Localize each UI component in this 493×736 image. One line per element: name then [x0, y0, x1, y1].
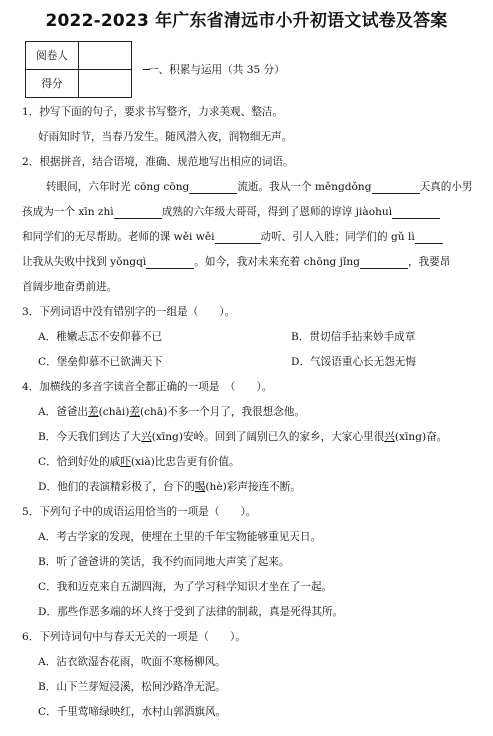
section1-heading: 一、积累与运用（共 35 分） — [148, 64, 285, 76]
q2-text: 流逝。我从一个 měngdǒng — [237, 181, 372, 193]
reviewer-cell — [79, 42, 132, 70]
q3-option-b: B．贯切信手拈来妙手成章 — [291, 331, 416, 343]
q2-line3 — [22, 229, 443, 244]
q5-option-d: D．那些作恶多端的坏人终于受到了法律的制裁，真是死得其所。 — [38, 606, 344, 618]
score-label: 得分 — [26, 70, 79, 98]
q6-option-a: A．沾衣欲湿杏花雨，吹面不寒杨柳风。 — [38, 656, 226, 668]
q2-text: 和同学们的无尽帮助。老师的课 wěi wěi — [22, 231, 215, 243]
q2-text: ，我要昂 — [407, 256, 451, 268]
q2-line4 — [22, 254, 450, 269]
answer-blank[interactable] — [114, 206, 162, 219]
exam-title: 2022-2023 年广东省清远市小升初语文试卷及答案 — [45, 11, 448, 31]
q3-option-a: A．稚嫩忐忑不安仰暮不已 — [38, 331, 163, 343]
option-text: (chā)不多一个月了，我很想念他。 — [139, 406, 306, 418]
q2-text: 动听、引人入胜；同学们的 gǔ lì — [260, 231, 415, 243]
answer-blank[interactable] — [146, 256, 194, 269]
option-text: D．他们的表演精彩极了，台下的 — [38, 481, 195, 493]
q6-option-b: B．山下兰芽短浸溪，松间沙路净无泥。 — [38, 681, 226, 693]
q1-stem: 1．抄写下面的句子，要求书写整齐，力求美观、整洁。 — [22, 106, 283, 118]
underlined-char: 差 — [129, 406, 140, 418]
underlined-char: 兴 — [141, 431, 152, 443]
option-text: (xià)比忠告更有价值。 — [130, 456, 240, 468]
q4-option-c — [38, 454, 240, 469]
q3-stem: 3．下列词语中没有错别字的一组是（ ）。 — [22, 306, 236, 318]
option-text: (xīng)安岭。回到了阔别已久的家乡，大家心里很 — [151, 431, 385, 443]
option-text: (chāi) — [98, 406, 130, 418]
reviewer-label: 阅卷人 — [26, 42, 79, 70]
q5-option-a: A．考古学家的发现，使埋在土里的千年宝物能够重见天日。 — [38, 531, 322, 543]
q4-option-b — [38, 429, 447, 444]
answer-blank[interactable] — [360, 256, 408, 269]
q2-text: 天真的小男 — [419, 181, 473, 193]
answer-blank[interactable] — [189, 181, 237, 194]
score-cell — [79, 70, 132, 98]
underlined-char: 吓 — [120, 456, 131, 468]
option-text: A．爸爸出 — [38, 406, 89, 418]
q5-option-c: C．我和迈克来自五湖四海，为了学习科学知识才坐在了一起。 — [38, 581, 333, 593]
q2-text: 成熟的六年级大哥哥，得到了恩师的谆谆 jiàohuì — [161, 206, 393, 218]
option-text: (hè)彩声接连不断。 — [205, 481, 301, 493]
underlined-char: 喝 — [194, 481, 206, 493]
answer-blank[interactable] — [215, 231, 261, 244]
q5-option-b: B．听了爸爸讲的笑话，我不约而同地大声笑了起来。 — [38, 556, 290, 568]
q3-option-c: C．堡垒仰慕不已欲满天下 — [38, 356, 163, 368]
q6-option-c: C．千里莺啼绿映红，水村山郭酒旗风。 — [38, 706, 227, 718]
q2-stem: 2．根据拼音，结合语境，准确、规范地写出相应的词语。 — [22, 156, 294, 168]
q2-line1 — [46, 179, 473, 194]
q6-stem: 6．下列诗词句中与春天无关的一项是（ ）。 — [22, 631, 246, 643]
q5-stem: 5．下列句子中的成语运用恰当的一项是（ ）。 — [22, 506, 257, 518]
q4-stem: 4．加横线的多音字读音全都正确的一项是 （ ）。 — [22, 381, 273, 393]
q2-line5: 首阔步地奋勇前进。 — [22, 281, 118, 293]
q4-option-a — [38, 404, 305, 419]
q2-text: 让我从失败中找到 yǒngqì — [22, 256, 147, 268]
answer-blank[interactable] — [415, 231, 443, 244]
q3-option-d: D．气馁语重心长无怨无悔 — [291, 356, 417, 368]
q1-text: 好雨知时节，当春乃发生。随风潜入夜，润物细无声。 — [38, 131, 293, 143]
underlined-char: 兴 — [384, 431, 395, 443]
underlined-char: 差 — [88, 406, 99, 418]
q4-option-d — [38, 479, 301, 494]
q2-text: 。如今，我对未来充着 chōng jǐng — [194, 256, 360, 268]
answer-blank[interactable] — [372, 181, 420, 194]
option-text: (xīng)奋。 — [394, 431, 448, 443]
option-text: C．恰到好处的戚 — [38, 456, 121, 468]
q2-line2 — [22, 204, 440, 219]
q2-text: 孩成为一个 xīn zhì — [22, 206, 114, 218]
option-text: B．今天我们到达了大 — [38, 431, 142, 443]
answer-blank[interactable] — [392, 206, 440, 219]
q2-text: 转眼间，六年时光 cōng cōng — [46, 181, 190, 193]
score-table — [25, 41, 132, 98]
